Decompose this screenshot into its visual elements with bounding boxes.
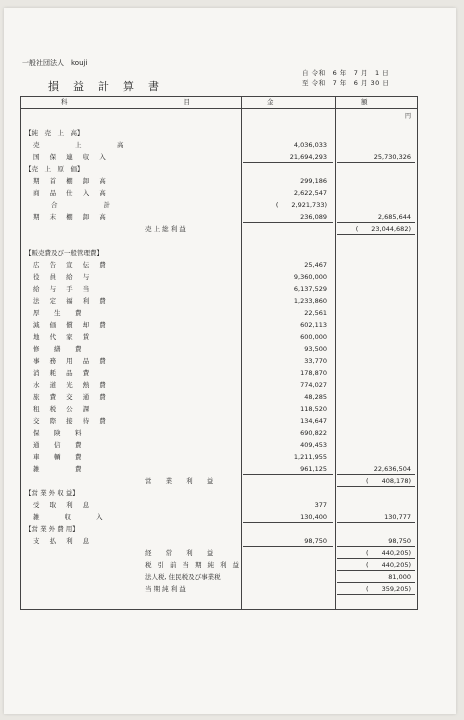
row-label: 売 上 高 [33, 141, 128, 149]
row-label: 支 払 利 息 [33, 537, 94, 545]
row-total: 98,750 [388, 537, 411, 545]
row-total: 81,000 [388, 573, 411, 581]
statement-row [21, 175, 417, 187]
statement-row [21, 499, 417, 511]
row-label: 合 計 [51, 201, 114, 209]
row-label: 法 定 福 利 費 [33, 297, 110, 305]
row-label: 広 告 宣 伝 費 [33, 261, 110, 269]
statement-row [21, 535, 417, 547]
row-amount: 48,285 [304, 393, 327, 401]
row-label: 【売 上 原 価】 [25, 165, 84, 173]
statement-row [21, 163, 417, 175]
statement-row [21, 211, 417, 223]
row-amount: 93,500 [304, 345, 327, 353]
row-amount: 2,622,547 [293, 189, 327, 197]
statement-row [21, 523, 417, 535]
statement-row [21, 415, 417, 427]
row-label: 厚 生 費 [33, 309, 86, 317]
subtotal-label: 法人税, 住民税及び事業税 [145, 573, 221, 581]
row-amount: 130,400 [300, 513, 327, 521]
statement-row [21, 511, 417, 523]
statement-row [21, 331, 417, 343]
row-amount: 299,186 [300, 177, 327, 185]
row-label: 車 輌 費 [33, 453, 86, 461]
statement-row [21, 319, 417, 331]
total-rule [337, 594, 415, 595]
subtotal-label: 売 上 総 利 益 [145, 225, 186, 233]
statement-row [21, 487, 417, 499]
statement-row [21, 439, 417, 451]
row-total: ( 440,205) [366, 549, 411, 557]
statement-row [21, 559, 417, 571]
income-statement-table [20, 96, 418, 610]
row-amount: 25,467 [304, 261, 327, 269]
row-amount: 22,561 [304, 309, 327, 317]
row-amount: 600,000 [300, 333, 327, 341]
row-total: 2,685,644 [377, 213, 411, 221]
row-amount: 409,453 [300, 441, 327, 449]
statement-row [21, 283, 417, 295]
row-label: 【販売費及び一般管理費】 [25, 249, 103, 257]
row-label: 事 務 用 品 費 [33, 357, 110, 365]
row-amount: 6,137,529 [293, 285, 327, 293]
row-label: 旅 費 交 通 費 [33, 393, 110, 401]
row-total: ( 23,044,682) [355, 225, 411, 233]
row-amount: 4,036,033 [293, 141, 327, 149]
row-label: 水 道 光 熱 費 [33, 381, 110, 389]
statement-row [21, 403, 417, 415]
subtotal-label: 経 常 利 益 [145, 549, 220, 557]
statement-row [21, 247, 417, 259]
row-amount: 1,211,955 [293, 453, 327, 461]
document-page [4, 8, 456, 714]
statement-row [21, 391, 417, 403]
row-amount: ( 2,921,733) [275, 201, 327, 209]
row-label: 通 信 費 [33, 441, 86, 449]
subtotal-label: 当 期 純 利 益 [145, 585, 186, 593]
statement-row [21, 199, 417, 211]
statement-row [21, 307, 417, 319]
row-amount: 602,113 [300, 321, 327, 329]
row-label: 減 価 償 却 費 [33, 321, 110, 329]
period-from: 自 令和 6 年 7 月 1 日 [302, 69, 390, 77]
row-label: 給 与 手 当 [33, 285, 94, 293]
period-to: 至 令和 7 年 6 月 30 日 [302, 79, 390, 87]
statement-row [21, 463, 417, 475]
row-label: 修 繕 費 [33, 345, 86, 353]
unit-label: 円 [404, 113, 411, 120]
row-label: 期 末 棚 卸 高 [33, 213, 110, 221]
subtotal-label: 税引前当期純利益 [145, 561, 245, 569]
row-label: 保 険 料 [33, 429, 86, 437]
row-amount: 33,770 [304, 357, 327, 365]
row-label: 期 首 棚 卸 高 [33, 177, 110, 185]
statement-row [21, 295, 417, 307]
column-header-subject: 科 目 [61, 98, 208, 106]
row-label: 交 際 接 待 費 [33, 417, 110, 425]
row-label: 受 取 利 息 [33, 501, 94, 509]
row-label: 消 耗 品 費 [33, 369, 94, 377]
statement-row [21, 223, 417, 235]
statement-row [21, 271, 417, 283]
row-label: 雑 収 入 [33, 513, 107, 521]
statement-row [21, 547, 417, 559]
row-label: 国 保 連 収 入 [33, 153, 110, 161]
header-divider [21, 108, 417, 109]
row-total: 130,777 [384, 513, 411, 521]
row-amount: 21,694,293 [289, 153, 327, 161]
statement-row [21, 151, 417, 163]
document-title: 損益計算書 [48, 80, 173, 93]
statement-row [21, 343, 417, 355]
row-label: 租 税 公 課 [33, 405, 94, 413]
row-label: 商 品 仕 入 高 [33, 189, 110, 197]
row-amount: 961,125 [300, 465, 327, 473]
row-total: ( 359,205) [366, 585, 411, 593]
statement-row [21, 139, 417, 151]
row-total: 25,730,326 [373, 153, 411, 161]
organization-name: 一般社団法人 kouji [22, 59, 88, 67]
statement-row [21, 187, 417, 199]
statement-row [21, 379, 417, 391]
statement-row [21, 427, 417, 439]
column-header-amount: 金 [267, 98, 292, 106]
row-amount: 1,233,860 [293, 297, 327, 305]
statement-row [21, 355, 417, 367]
row-label: 雑 費 [33, 465, 86, 473]
row-total: ( 440,205) [366, 561, 411, 569]
row-amount: 178,870 [300, 369, 327, 377]
statement-row [21, 127, 417, 139]
row-label: 【営 業 外 収 益】 [25, 489, 79, 497]
row-total: ( 408,178) [366, 477, 411, 485]
column-header-gaku: 額 [361, 98, 386, 106]
subtotal-label: 営 業 利 益 [145, 477, 220, 485]
statement-row [21, 571, 417, 583]
row-label: 地 代 家 賃 [33, 333, 94, 341]
row-label: 【純 売 上 高】 [25, 129, 84, 137]
row-amount: 377 [314, 501, 327, 509]
statement-row [21, 475, 417, 487]
row-label: 役 員 給 与 [33, 273, 94, 281]
row-amount: 134,647 [300, 417, 327, 425]
row-amount: 118,520 [300, 405, 327, 413]
row-amount: 690,822 [300, 429, 327, 437]
statement-row [21, 451, 417, 463]
row-amount: 774,027 [300, 381, 327, 389]
statement-row [21, 235, 417, 247]
statement-row [21, 259, 417, 271]
row-amount: 9,360,000 [293, 273, 327, 281]
row-amount: 98,750 [304, 537, 327, 545]
statement-row [21, 367, 417, 379]
row-amount: 236,089 [300, 213, 327, 221]
statement-row [21, 583, 417, 595]
row-label: 【営 業 外 費 用】 [25, 525, 79, 533]
row-total: 22,636,504 [373, 465, 411, 473]
